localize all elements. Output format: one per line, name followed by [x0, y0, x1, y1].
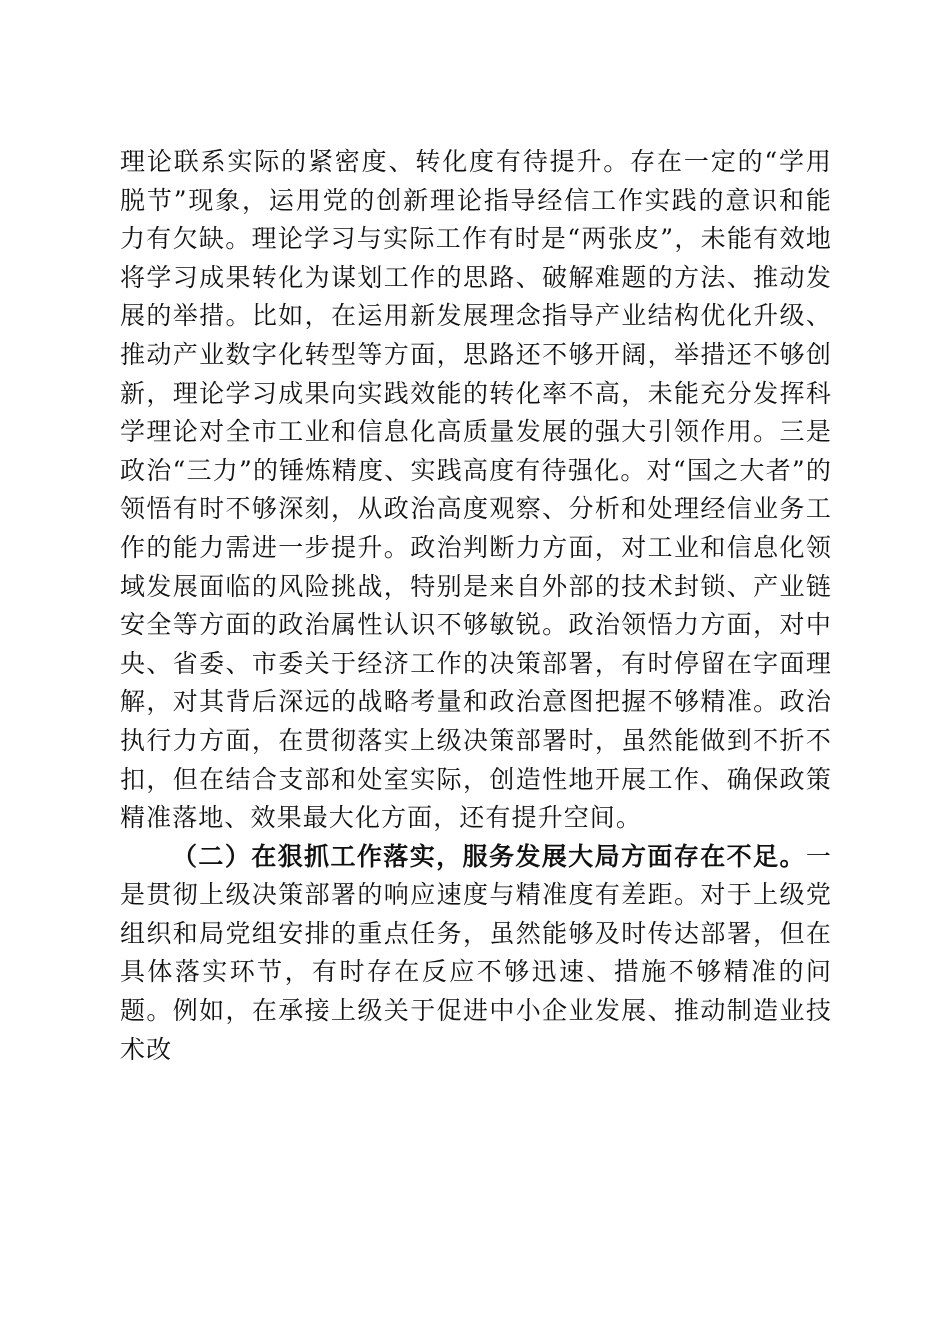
section-body-text: 一是贯彻上级决策部署的响应速度与精准度有差距。对于上级党组织和局党组安排的重点任务，虽然能够及时传达部署，但在具体落实环节，有时存在反应不够迅速、措施不够精准的问题。例如，在承接上级关于促进中小企业发展、推动制造业技术改 [120, 841, 832, 1064]
section-heading: （二）在狠抓工作落实，服务发展大局方面存在不足。 [172, 841, 806, 871]
body-paragraph-2 [120, 838, 832, 1070]
body-paragraph-1: 理论联系实际的紧密度、转化度有待提升。存在一定的“学用脱节”现象，运用党的创新理论指导经信工作实践的意识和能力有欠缺。理论学习与实际工作有时是“两张皮”，未能有效地将学习成果转化为谋划工作的思路、破解难题的方法、推动发展的举措。比如，在运用新发展理念指导产业结构优化升级、推动产业数字化转型等方面，思路还不够开阔，举措还不够创新，理论学习成果向实践效能的转化率不高，未能充分发挥科学理论对全市工业和信息化高质量发展的强大引领作用。三是政治“三力”的锤炼精度、实践高度有待强化。对“国之大者”的领悟有时不够深刻，从政治高度观察、分析和处理经信业务工作的能力需进一步提升。政治判断力方面，对工业和信息化领域发展面临的风险挑战，特别是来自外部的技术封锁、产业链安全等方面的政治属性认识不够敏锐。政治领悟力方面，对中央、省委、市委关于经济工作的决策部署，有时停留在字面理解，对其背后深远的战略考量和政治意图把握不够精准。政治执行力方面，在贯彻落实上级决策部署时，虽然能做到不折不扣，但在结合支部和处室实际，创造性地开展工作、确保政策精准落地、效果最大化方面，还有提升空间。 [120, 147, 832, 833]
document-body [120, 143, 832, 1069]
